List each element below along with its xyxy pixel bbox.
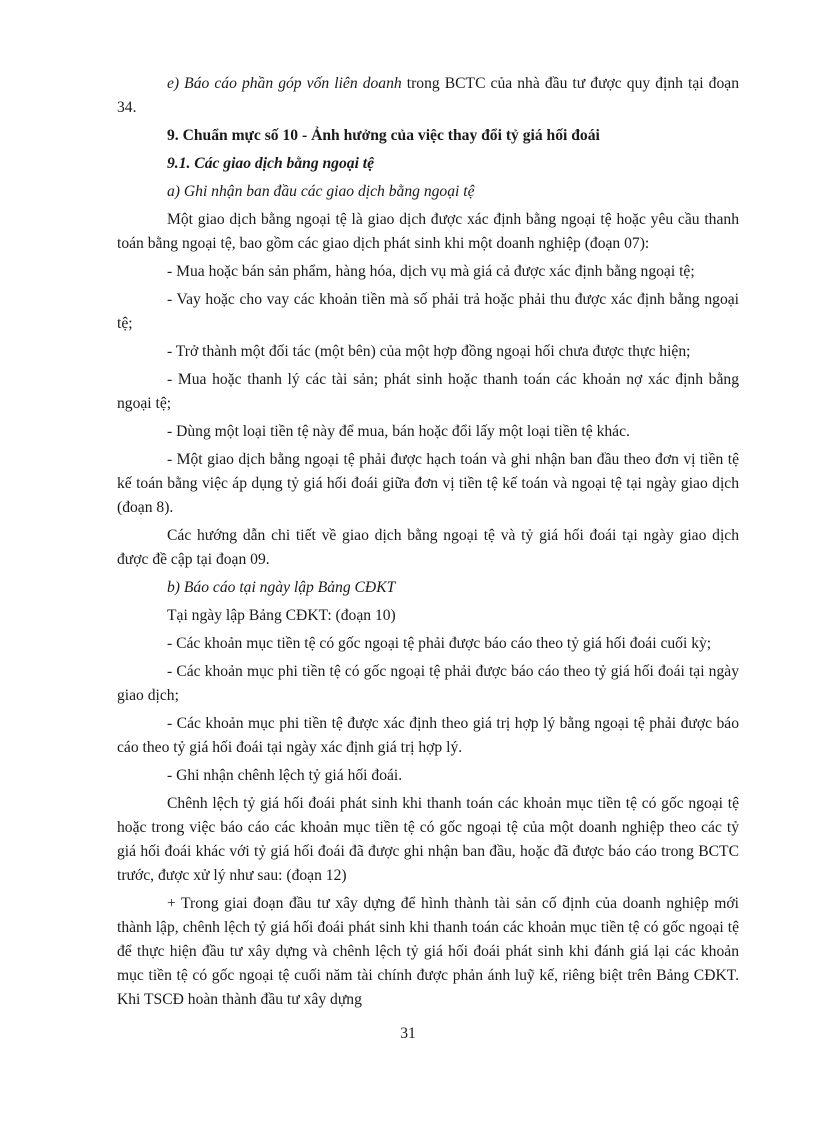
paragraph xyxy=(117,576,739,600)
paragraph xyxy=(117,604,739,628)
text-run: 9.1. Các giao dịch bằng ngoại tệ xyxy=(167,155,375,172)
paragraph xyxy=(117,892,739,1012)
paragraph xyxy=(117,524,739,572)
paragraph xyxy=(117,72,739,120)
paragraph xyxy=(117,420,739,444)
text-run: - Các khoản mục phi tiền tệ có gốc ngoại tệ phải được báo cáo theo tỷ giá hối đoái tại ngày giao dịch; xyxy=(117,663,739,704)
text-run: 9. Chuẩn mực số 10 - Ảnh hưởng của việc thay đổi tỷ giá hối đoái xyxy=(167,127,600,144)
paragraph xyxy=(117,180,739,204)
text-run: - Mua hoặc thanh lý các tài sản; phát sinh hoặc thanh toán các khoản nợ xác định bằng ngoại tệ; xyxy=(117,371,739,412)
paragraph xyxy=(117,448,739,520)
paragraph xyxy=(117,712,739,760)
text-run: b) Báo cáo tại ngày lập Bảng CĐKT xyxy=(167,579,396,596)
text-run: Chênh lệch tỷ giá hối đoái phát sinh khi thanh toán các khoản mục tiền tệ có gốc ngoại tệ hoặc trong việc báo cáo các khoản mục tiền tệ có gốc ngoại tệ của một doanh nghiệp theo các tỷ giá hối đoái khác với tỷ giá hối đoái đã được ghi nhận ban đầu, hoặc đã được báo cáo trong BCTC trước, được xử lý như sau: (đoạn 12) xyxy=(117,795,739,884)
paragraph xyxy=(117,340,739,364)
text-run: - Dùng một loại tiền tệ này để mua, bán hoặc đổi lấy một loại tiền tệ khác. xyxy=(167,423,630,440)
paragraph xyxy=(117,288,739,336)
paragraph xyxy=(117,632,739,656)
text-run: Một giao dịch bằng ngoại tệ là giao dịch được xác định bằng ngoại tệ hoặc yêu cầu thanh toán bằng ngoại tệ, bao gồm các giao dịch phát sinh khi một doanh nghiệp (đoạn 07): xyxy=(117,211,739,252)
text-run: Các hướng dẫn chi tiết về giao dịch bằng ngoại tệ và tỷ giá hối đoái tại ngày giao dịch được đề cập tại đoạn 09. xyxy=(117,527,739,568)
text-run: e) Báo cáo phần góp vốn liên doanh xyxy=(167,75,402,92)
text-run: - Mua hoặc bán sản phẩm, hàng hóa, dịch vụ mà giá cả được xác định bằng ngoại tệ; xyxy=(167,263,695,280)
paragraph xyxy=(117,124,739,148)
paragraph xyxy=(117,368,739,416)
text-run: Tại ngày lập Bảng CĐKT: (đoạn 10) xyxy=(167,607,396,624)
text-run: - Vay hoặc cho vay các khoản tiền mà số phải trả hoặc phải thu được xác định bằng ngoại tệ; xyxy=(117,291,739,332)
text-run: - Trở thành một đối tác (một bên) của một hợp đồng ngoại hối chưa được thực hiện; xyxy=(167,343,691,360)
text-run: - Ghi nhận chênh lệch tỷ giá hối đoái. xyxy=(167,767,403,784)
text-run: + Trong giai đoạn đầu tư xây dựng để hình thành tài sản cố định của doanh nghiệp mới thành lập, chênh lệch tỷ giá hối đoái phát sinh khi thanh toán các khoản mục tiền tệ có gốc ngoại tệ để thực hiện đầu tư xây dựng và chênh lệch tỷ giá hối đoái phát sinh khi đánh giá lại các khoản mục tiền tệ có gốc ngoại tệ cuối năm tài chính được phản ánh luỹ kế, riêng biệt trên Bảng CĐKT. Khi TSCĐ hoàn thành đầu tư xây dựng xyxy=(117,895,739,1008)
text-run: a) Ghi nhận ban đầu các giao dịch bằng ngoại tệ xyxy=(167,183,475,200)
text-run: - Các khoản mục phi tiền tệ được xác định theo giá trị hợp lý bằng ngoại tệ phải được báo cáo theo tỷ giá hối đoái tại ngày xác định giá trị hợp lý. xyxy=(117,715,739,756)
paragraph xyxy=(117,260,739,284)
paragraph xyxy=(117,152,739,176)
paragraph xyxy=(117,660,739,708)
page-number: 31 xyxy=(400,1025,416,1042)
paragraph xyxy=(117,208,739,256)
paragraph xyxy=(117,764,739,788)
paragraph xyxy=(117,792,739,888)
text-run: - Một giao dịch bằng ngoại tệ phải được hạch toán và ghi nhận ban đầu theo đơn vị tiền tệ kế toán bằng việc áp dụng tỷ giá hối đoái giữa đơn vị tiền tệ kế toán và ngoại tệ tại ngày giao dịch (đoạn 8). xyxy=(117,451,739,516)
document-page xyxy=(117,72,739,1016)
text-run: trong BCTC của nhà đầu tư được quy định tại đoạn 34. xyxy=(117,75,739,116)
text-run: - Các khoản mục tiền tệ có gốc ngoại tệ phải được báo cáo theo tỷ giá hối đoái cuối kỳ; xyxy=(167,635,712,652)
